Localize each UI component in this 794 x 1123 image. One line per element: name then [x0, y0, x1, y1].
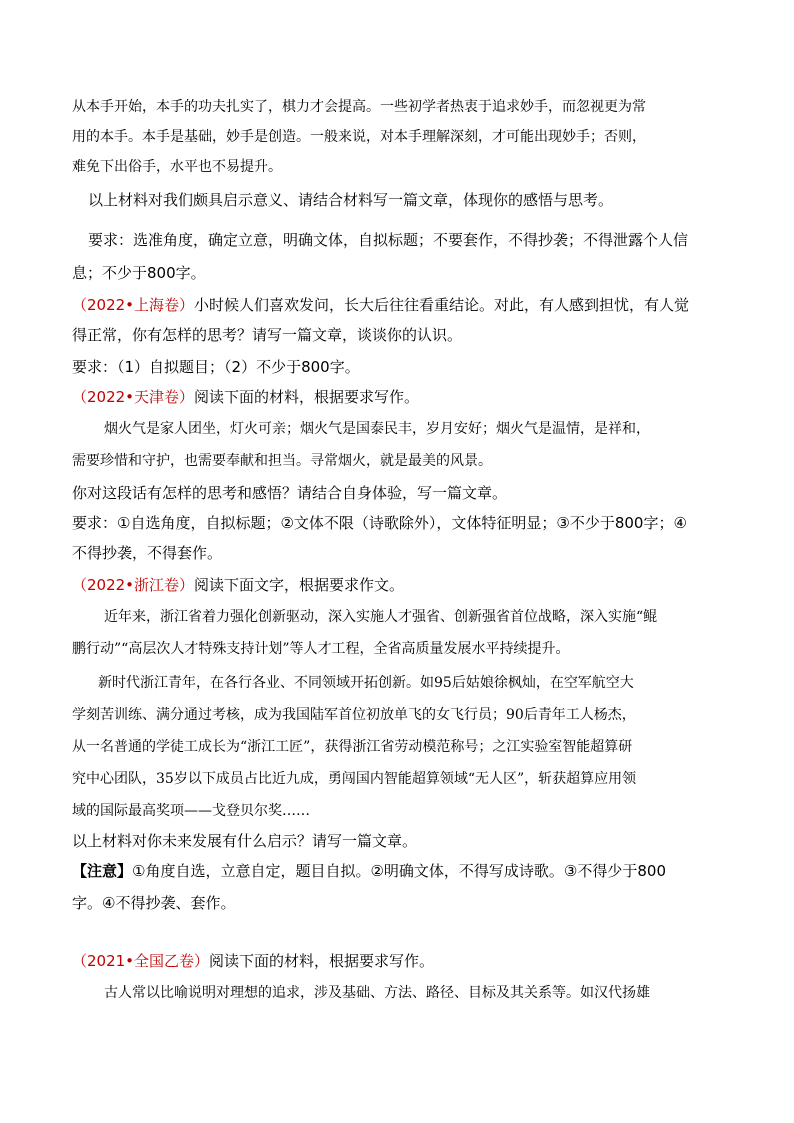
paragraph-line: 不得抄袭，不得套作。	[72, 544, 223, 562]
source-tag: （2022•天津卷）	[72, 388, 195, 406]
paragraph-line: 新时代浙江青年，在各行各业、不同领域开拓创新。如95后姑娘徐枫灿，在空军航空大	[98, 675, 634, 691]
question-shanghai: （2022•上海卷）小时候人们喜欢发问，长大后往往看重结论。对此，有人感到担忧，有人觉	[72, 296, 690, 314]
paragraph-line: 近年来，浙江省着力强化创新驱动，深入实施人才强省、创新强省首位战略，深入实施“鲲	[104, 609, 658, 625]
paragraph-line: 以上材料对你未来发展有什么启示？请写一篇文章。	[72, 832, 418, 850]
paragraph-line: 字。④不得抄袭、套作。	[72, 894, 236, 912]
paragraph-line: 要求：①自选角度，自拟标题；②文体不限（诗歌除外），文体特征明显；③不少于800字；④	[72, 514, 687, 532]
paragraph-line: 息；不少于800字。	[72, 264, 206, 282]
paragraph-line: 从本手开始，本手的功夫扎实了，棋力才会提高。一些初学者热衷于追求妙手，而忽视更为常	[72, 99, 646, 115]
paragraph-line: 得正常，你有怎样的思考？请写一篇文章，谈谈你的认识。	[72, 326, 463, 344]
paragraph-line: 域的国际最高奖项——戈登贝尔奖……	[72, 803, 310, 819]
paragraph-line: 古人常以比喻说明对理想的追求，涉及基础、方法、路径、目标及其关系等。如汉代扬雄	[104, 985, 650, 1001]
notice-line: 【注意】①角度自选，立意自定，题目自拟。②明确文体，不得写成诗歌。③不得少于800	[72, 862, 666, 880]
paragraph-line: 要求：（1）自拟题目；（2）不少于800字。	[72, 358, 360, 376]
paragraph-line: 需要珍惜和守护，也需要奉献和担当。寻常烟火，就是最美的风景。	[72, 453, 492, 469]
question-zhejiang: （2022•浙江卷）阅读下面文字，根据要求作文。	[72, 576, 405, 594]
paragraph-line: 难免下出俗手，水平也不易提升。	[72, 159, 282, 175]
source-tag: （2022•上海卷）	[72, 296, 195, 314]
paragraph-line: 以上材料对我们颇具启示意义、请结合材料写一篇文章，体现你的感悟与思考。	[88, 191, 614, 209]
paragraph-line: 用的本手。本手是基础，妙手是创造。一般来说，对本手理解深刻，才可能出现妙手；否则，	[72, 129, 646, 145]
paragraph-line: 学刻苦训练、满分通过考核，成为我国陆军首位初放单飞的女飞行员；90后青年工人杨杰，	[72, 707, 636, 723]
notice-label: 【注意】	[72, 862, 133, 880]
paragraph-line: 究中心团队，35岁以下成员占比近九成，勇闯国内智能超算领域“无人区”，斩获超算应用领	[72, 771, 637, 787]
question-tianjin: （2022•天津卷）阅读下面的材料，根据要求写作。	[72, 388, 420, 406]
paragraph-line: 你对这段话有怎样的思考和感悟？请结合自身体验，写一篇文章。	[72, 484, 508, 502]
question-quanguo: （2021•全国乙卷）阅读下面的材料，根据要求写作。	[72, 952, 435, 970]
source-tag: （2021•全国乙卷）	[72, 952, 210, 970]
source-tag: （2022•浙江卷）	[72, 576, 195, 594]
paragraph-line: 鹏行动”“高层次人才特殊支持计划”等人才工程，全省高质量发展水平持续提升。	[72, 641, 570, 657]
paragraph-line: 烟火气是家人团坐，灯火可亲；烟火气是国泰民丰，岁月安好；烟火气是温情，是祥和，	[104, 421, 650, 437]
paragraph-line: 要求：选准角度，确定立意，明确文体，自拟标题；不要套作，不得抄袭；不得泄露个人信	[88, 231, 689, 249]
paragraph-line: 从一名普通的学徒工成长为“浙江工匠”，获得浙江省劳动模范称号；之江实验室智能超算研	[72, 739, 633, 755]
